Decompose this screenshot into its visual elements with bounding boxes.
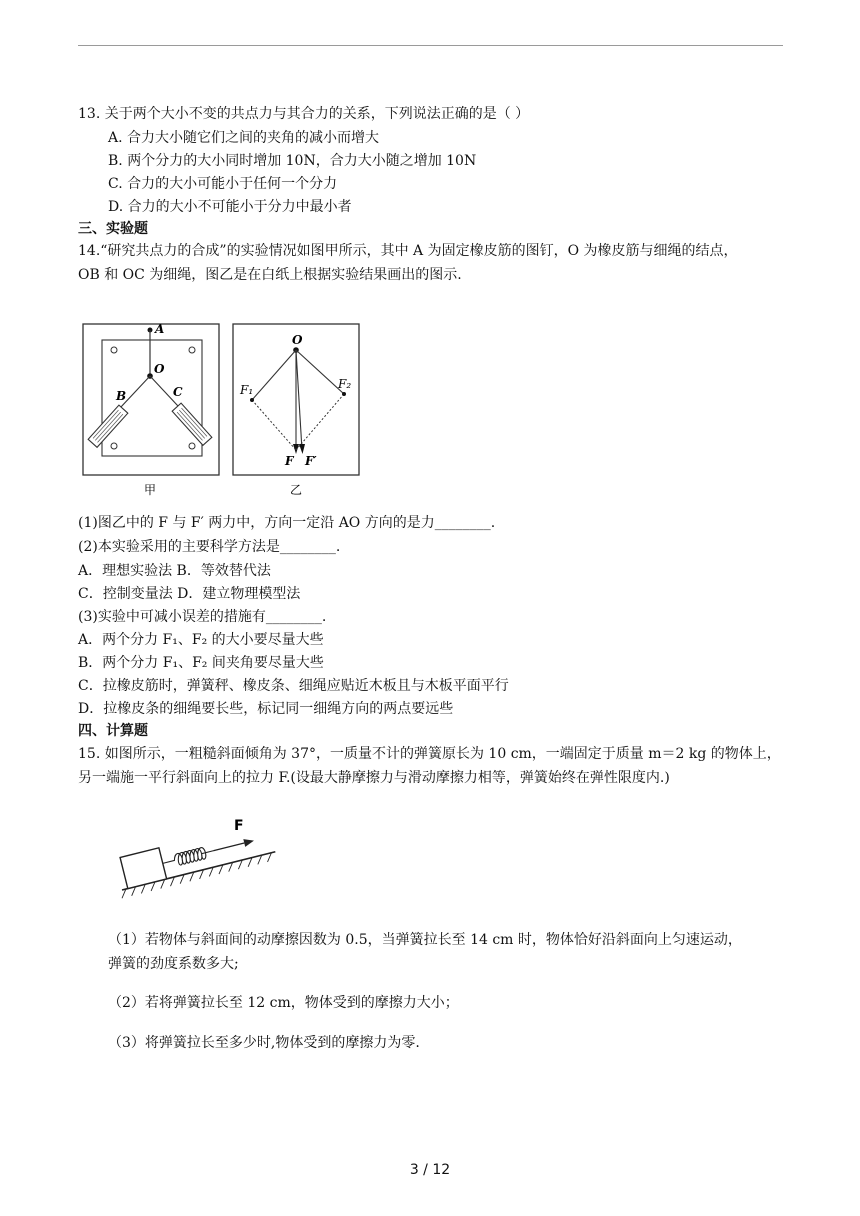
label-f2: F₂ [338,377,352,391]
q14-line-8: C．拉橡皮筋时，弹簧秤、橡皮条、细绳应贴近木板且与木板平面平行 [78,678,509,694]
label-f: F [285,454,294,468]
label-f-prime: F′ [305,454,317,468]
q15-stem-line1: 15. 如图所示，一粗糙斜面倾角为 37°，一质量不计的弹簧原长为 10 cm，一端固定于质量 m＝2 kg 的物体上， [78,746,781,762]
q15-sub1-line1: （1）若物体与斜面间的动摩擦因数为 0.5，当弹簧拉长至 14 cm 时，物体恰好沿斜面向上匀速运动， [108,932,742,948]
spring-scale-b [88,405,128,447]
page-number: 3 / 12 [409,1162,451,1178]
vector-f1 [252,350,296,400]
caption-jia: 甲 [144,483,157,497]
force-arrow-head [243,837,255,847]
q13-option-d: D. 合力的大小不可能小于分力中最小者 [108,199,352,215]
q15-sub1-line2: 弹簧的劲度系数多大; [108,956,239,972]
q14-line-1: (1)图乙中的 F 与 F′ 两力中，方向一定沿 AO 方向的是力________. [78,515,496,531]
header-rule [78,45,783,46]
label-force: F [234,818,244,834]
q14-line-5: (3)实验中可减小误差的措施有________. [78,609,327,625]
force-arrow-line [213,843,244,851]
q14-line-9: D．拉橡皮条的细绳要长些，标记同一细绳方向的两点要远些 [78,701,454,717]
dashed-f1-f [252,400,296,450]
section-title-experiment: 三、实验题 [78,221,148,237]
q15-stem-line2: 另一端施一平行斜面向上的拉力 F.(设最大静摩擦力与滑动摩擦力相等，弹簧始终在弹性限度内.) [78,770,670,786]
label-f1: F₁ [240,383,254,397]
spring-scale-c [172,403,212,445]
q14-line-7: B．两个分力 F₁、F₂ 间夹角要尽量大些 [78,655,324,671]
label-o-yi: O [292,333,303,347]
q15-sub3: （3）将弹簧拉长至多少时,物体受到的摩擦力为零. [108,1035,420,1051]
pin-hole [189,443,195,449]
figure-yi [232,322,362,502]
vector-f-prime [296,350,302,450]
pin-hole [111,347,117,353]
block [120,848,167,889]
q13-stem: 13. 关于两个大小不变的共点力与其合力的关系，下列说法正确的是（ ） [78,106,530,122]
caption-yi: 乙 [290,483,303,497]
pin-hole [111,443,117,449]
q14-stem-line2: OB 和 OC 为细绳，图乙是在白纸上根据实验结果画出的图示. [78,267,462,283]
vector-f2 [296,350,344,394]
q14-line-4: C．控制变量法 D．建立物理模型法 [78,586,301,602]
label-b: B [116,389,127,403]
label-a: A [155,322,165,336]
label-c: C [173,385,183,399]
dashed-f2-f [296,394,344,450]
label-o: O [154,362,165,376]
q14-stem-line1: 14.“研究共点力的合成”的实验情况如图甲所示，其中 A 为固定橡皮筋的图钉，O 为橡皮筋与细绳的结点， [78,243,738,259]
q14-line-2: (2)本实验采用的主要科学方法是________. [78,539,341,555]
q13-option-c: C. 合力的大小可能小于任何一个分力 [108,176,338,192]
q13-option-b: B. 两个分力的大小同时增加 10N，合力大小随之增加 10N [108,153,477,169]
figure-incline [112,800,282,910]
pin-hole [189,347,195,353]
q15-sub2: （2）若将弹簧拉长至 12 cm，物体受到的摩擦力大小； [108,995,459,1011]
board-outer [83,324,219,475]
q14-line-3: A．理想实验法 B．等效替代法 [78,563,271,579]
spring [161,845,214,869]
q14-line-6: A．两个分力 F₁、F₂ 的大小要尽量大些 [78,632,324,648]
figure-jia [82,322,222,502]
q13-option-a: A. 合力大小随它们之间的夹角的减小而增大 [108,130,380,146]
section-title-calculation: 四、计算题 [78,723,148,739]
